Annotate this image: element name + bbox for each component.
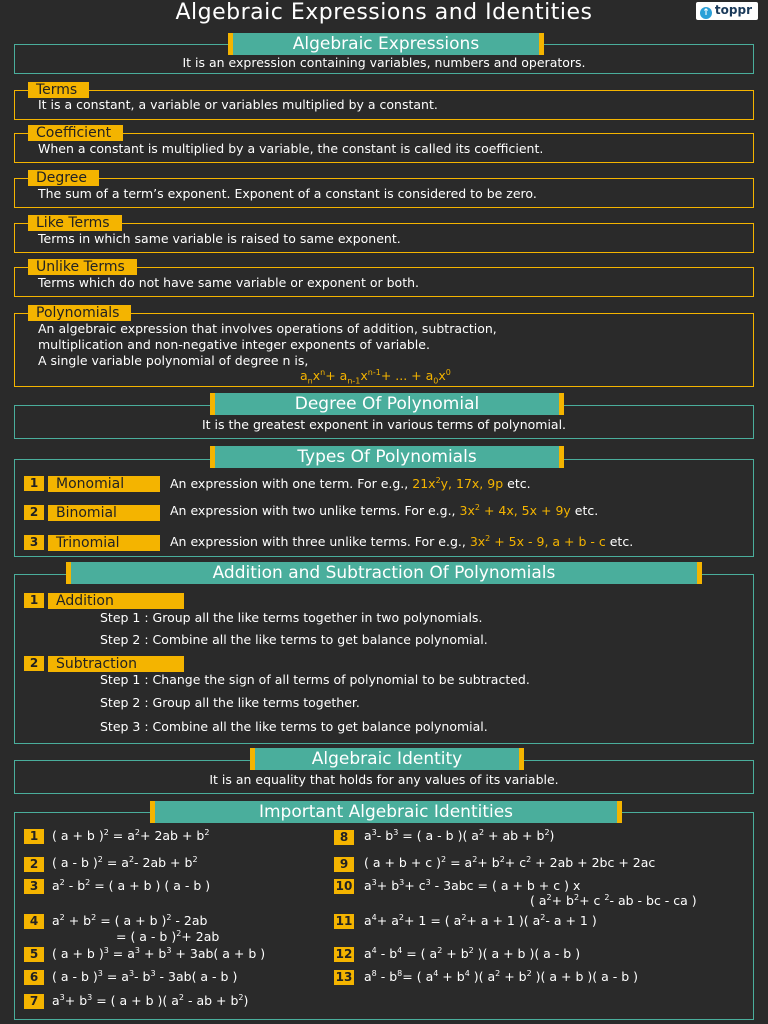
identity-10-cont: ( $a^2+ b^2+ c$ $^2$- ab - bc - ca ) <box>530 892 697 908</box>
identity-number: 2 <box>24 857 44 872</box>
type-number: 3 <box>24 535 44 550</box>
addition-step-2: Step 2 : Combine all the like terms to get balance polynomial. <box>100 632 488 647</box>
identity-number: 7 <box>24 994 44 1009</box>
identity-4: $a^2 + b^2$ = ( a + b )$^2$ - 2ab <box>52 912 208 928</box>
like-terms-text: Terms in which same variable is raised to same exponent. <box>38 231 401 246</box>
polynomial-general-form: $a_nx^n+ a_{n-1}x^{n-1}+$ ... + $a_0x^0$ <box>300 367 451 386</box>
expressions-heading: Algebraic Expressions <box>228 33 544 55</box>
polynomials-line-1: An algebraic expression that involves operations of addition, subtraction, <box>38 321 497 336</box>
subtraction-step-1: Step 1 : Change the sign of all terms of polynomial to be subtracted. <box>100 672 530 687</box>
degree-text: The sum of a term’s exponent. Exponent of a constant is considered to be zero. <box>38 186 537 201</box>
unlike-terms-text: Terms which do not have same variable or exponent or both. <box>38 275 419 290</box>
toppr-logo-icon: ↑ <box>700 7 712 19</box>
identity-11: $a^4+ a^2+ 1$ = ( $a^2+ a + 1$ )( $a^2-$ a + 1 ) <box>364 912 597 928</box>
subtraction-number: 2 <box>24 656 44 671</box>
polynomials-line-3: A single variable polynomial of degree n is, <box>38 353 309 368</box>
identity-1: ( a + b )$^2 = a^2+ 2ab + b^2$ <box>52 827 210 843</box>
type-number: 1 <box>24 476 44 491</box>
trinomial-tag: Trinomial <box>48 535 160 551</box>
identity-number: 13 <box>335 970 353 984</box>
identity-number: 5 <box>24 947 44 962</box>
type-number: 2 <box>24 505 44 520</box>
polynomials-line-2: multiplication and non-negative integer exponents of variable. <box>38 337 430 352</box>
subtraction-tag: Subtraction <box>48 656 184 672</box>
important-heading: Important Algebraic Identities <box>150 801 622 823</box>
identity-number: 8 <box>334 830 354 845</box>
unlike-terms-tag: Unlike Terms <box>28 259 137 275</box>
subtraction-step-3: Step 3 : Combine all the like terms to get balance polynomial. <box>100 719 488 734</box>
identity-number: 10 <box>335 879 353 893</box>
coefficient-tag: Coefficient <box>28 125 123 141</box>
identity-number: 1 <box>24 829 44 844</box>
addition-tag: Addition <box>48 593 184 609</box>
like-terms-tag: Like Terms <box>28 215 122 231</box>
monomial-text: An expression with one term. For e.g., $21x^2y$, 17x, 9p etc. <box>170 475 531 491</box>
identity-12: $a^4 - b^4$ = ( $a^2 + b^2$ )( a + b )( a - b ) <box>364 945 581 961</box>
identity-4-alt: = ( a - b )$^2$+ 2ab <box>116 928 220 944</box>
page-title: Algebraic Expressions and Identities <box>175 0 593 25</box>
identity-9: ( a + b + c )$^2 = a^2+ b^2+ c^2 + 2ab + 2bc + 2ac$ <box>364 854 656 870</box>
identity-5: ( a + b )$^3 = a^3 + b^3 + 3ab$( a + b ) <box>52 945 266 961</box>
identity-number: 12 <box>335 947 353 961</box>
terms-text: It is a constant, a variable or variables multiplied by a constant. <box>38 97 438 112</box>
identity-number: 11 <box>335 914 353 928</box>
degree-poly-heading: Degree Of Polynomial <box>210 393 564 415</box>
degree-poly-text: It is the greatest exponent in various terms of polynomial. <box>201 417 567 432</box>
identity-10: $a^3+ b^3+ c^3 - 3abc$ = ( a + b + c ) x <box>364 877 581 893</box>
binomial-tag: Binomial <box>48 505 160 521</box>
expressions-definition: It is an expression containing variables, numbers and operators. <box>182 55 586 70</box>
binomial-text: An expression with two unlike terms. For e.g., $3x^2 + 4x$, 5x + 9y etc. <box>170 502 599 518</box>
terms-tag: Terms <box>28 82 89 98</box>
identity-number: 9 <box>334 857 354 872</box>
identity-13: $a^8 - b^8=$ ( $a^4 + b^4$ )( $a^2 + b^2$ )( a + b )( a - b ) <box>364 968 639 984</box>
addition-step-1: Step 1 : Group all the like terms together in two polynomials. <box>100 610 483 625</box>
identity-number: 4 <box>24 914 44 929</box>
identity-number: 3 <box>24 879 44 894</box>
coefficient-text: When a constant is multiplied by a variable, the constant is called its coefficient. <box>38 141 544 156</box>
identity-8: $a^3-$ $b^3$ = ( a - b )( $a^2$ + ab + $b^2$) <box>364 827 555 843</box>
degree-tag: Degree <box>28 170 99 186</box>
identity-text: It is an equality that holds for any values of its variable. <box>209 772 559 787</box>
brand-label: toppr <box>714 3 752 17</box>
addsub-heading: Addition and Subtraction Of Polynomials <box>66 562 702 584</box>
identity-2: ( a - b )$^2 = a^2-$ $2ab + b^2$ <box>52 854 198 870</box>
addition-number: 1 <box>24 593 44 608</box>
monomial-tag: Monomial <box>48 476 160 492</box>
identity-heading: Algebraic Identity <box>250 748 524 770</box>
trinomial-text: An expression with three unlike terms. For e.g., $3x^2 + 5x - 9$, a + b - c etc. <box>170 533 634 549</box>
types-heading: Types Of Polynomials <box>210 446 564 468</box>
identity-6: ( a - b )$^3 = a^3-$ $b^3 - 3ab$( a - b ) <box>52 968 238 984</box>
toppr-brand[interactable] <box>696 2 758 20</box>
polynomials-tag: Polynomials <box>28 305 131 321</box>
identity-number: 6 <box>24 970 44 985</box>
identity-7: $a^3+ b^3$ = ( a + b )( $a^2$ - ab + $b^2$) <box>52 992 249 1008</box>
subtraction-step-2: Step 2 : Group all the like terms together. <box>100 695 360 710</box>
identity-3: $a^2 - b^2$ = ( a + b ) ( a - b ) <box>52 877 211 893</box>
